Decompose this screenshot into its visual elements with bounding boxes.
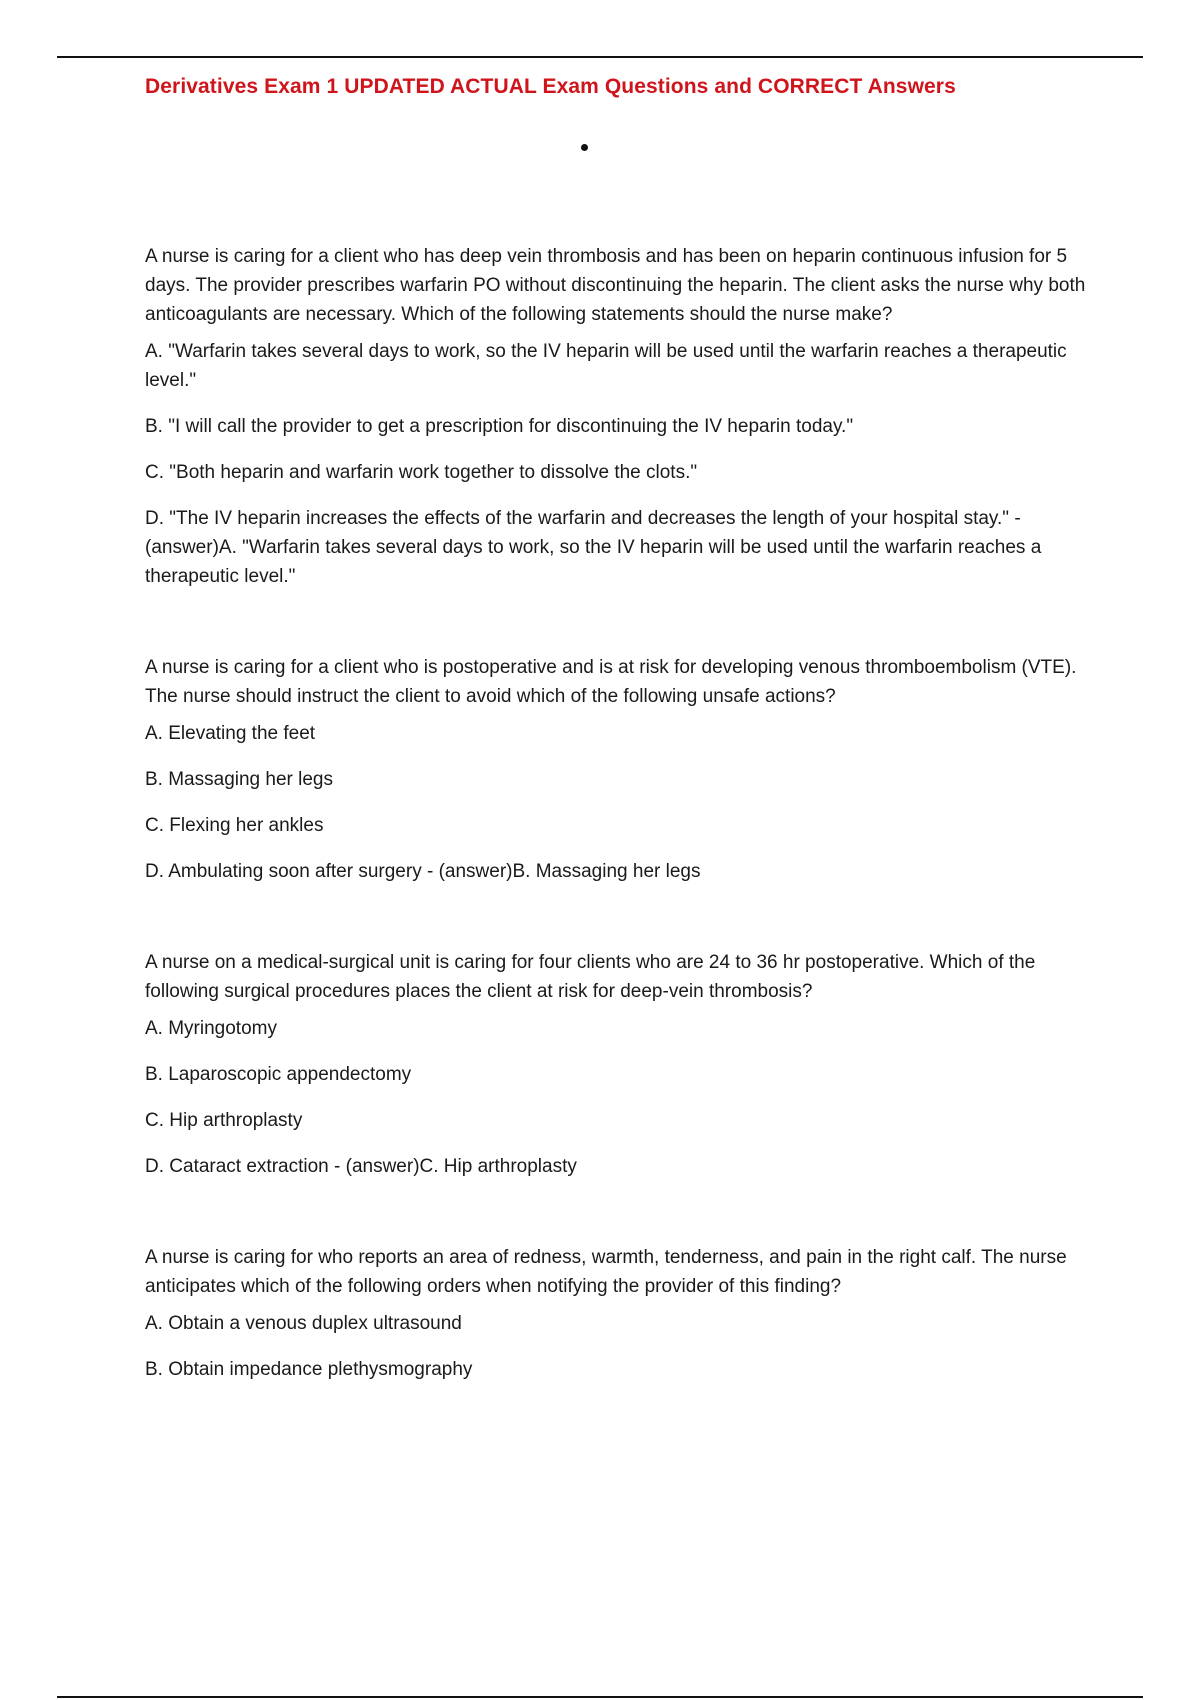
- answer-option-b: B. Obtain impedance plethysmography: [145, 1359, 473, 1380]
- question-text: A nurse is caring for a client who is postoperative and is at risk for developing venous thromboembolism (VTE). The nurse should instruct the client to avoid which of the following unsafe actions?: [145, 657, 1077, 707]
- answer-option-d-with-answer: D. Ambulating soon after surgery - (answer)B. Massaging her legs: [145, 861, 701, 882]
- bullet-point: [581, 144, 588, 151]
- answer-option-d-with-answer: D. "The IV heparin increases the effects of the warfarin and decreases the length of your hospital stay." - (answer)A. "Warfarin takes several days to work, so the IV heparin will be used until the warfarin reaches a therapeutic level.": [145, 508, 1042, 587]
- bottom-rule: [57, 1696, 1143, 1698]
- questions-container: [145, 242, 1090, 1384]
- question-block-1: [145, 242, 1090, 591]
- question-block-2: [145, 653, 1090, 886]
- answer-option-c: C. Hip arthroplasty: [145, 1110, 303, 1131]
- answer-option-b: B. Laparoscopic appendectomy: [145, 1064, 412, 1085]
- question-text: A nurse is caring for a client who has deep vein thrombosis and has been on heparin continuous infusion for 5 days. The provider prescribes warfarin PO without discontinuing the heparin. The client asks the nurse why both anticoagulants are necessary. Which of the following statements should the nurse make?: [145, 246, 1086, 325]
- question-text: A nurse on a medical-surgical unit is caring for four clients who are 24 to 36 hr postoperative. Which of the following surgical procedures places the client at risk for deep-vein thrombosis?: [145, 952, 1036, 1002]
- answer-option-c: C. Flexing her ankles: [145, 815, 324, 836]
- top-rule: [57, 56, 1143, 58]
- answer-option-d-with-answer: D. Cataract extraction - (answer)C. Hip arthroplasty: [145, 1156, 577, 1177]
- question-text: A nurse is caring for who reports an area of redness, warmth, tenderness, and pain in the right calf. The nurse anticipates which of the following orders when notifying the provider of this finding?: [145, 1247, 1067, 1297]
- answer-option-a: A. "Warfarin takes several days to work, so the IV heparin will be used until the warfarin reaches a therapeutic level.": [145, 341, 1067, 391]
- answer-option-b: B. "I will call the provider to get a prescription for discontinuing the IV heparin today.": [145, 416, 854, 437]
- answer-option-a: A. Obtain a venous duplex ultrasound: [145, 1313, 462, 1334]
- question-block-3: [145, 948, 1090, 1181]
- document-title: Derivatives Exam 1 UPDATED ACTUAL Exam Questions and CORRECT Answers: [145, 75, 956, 98]
- answer-option-a: A. Myringotomy: [145, 1018, 277, 1039]
- question-block-4: [145, 1243, 1090, 1384]
- answer-option-c: C. "Both heparin and warfarin work together to dissolve the clots.": [145, 462, 698, 483]
- answer-option-b: B. Massaging her legs: [145, 769, 333, 790]
- answer-option-a: A. Elevating the feet: [145, 723, 316, 744]
